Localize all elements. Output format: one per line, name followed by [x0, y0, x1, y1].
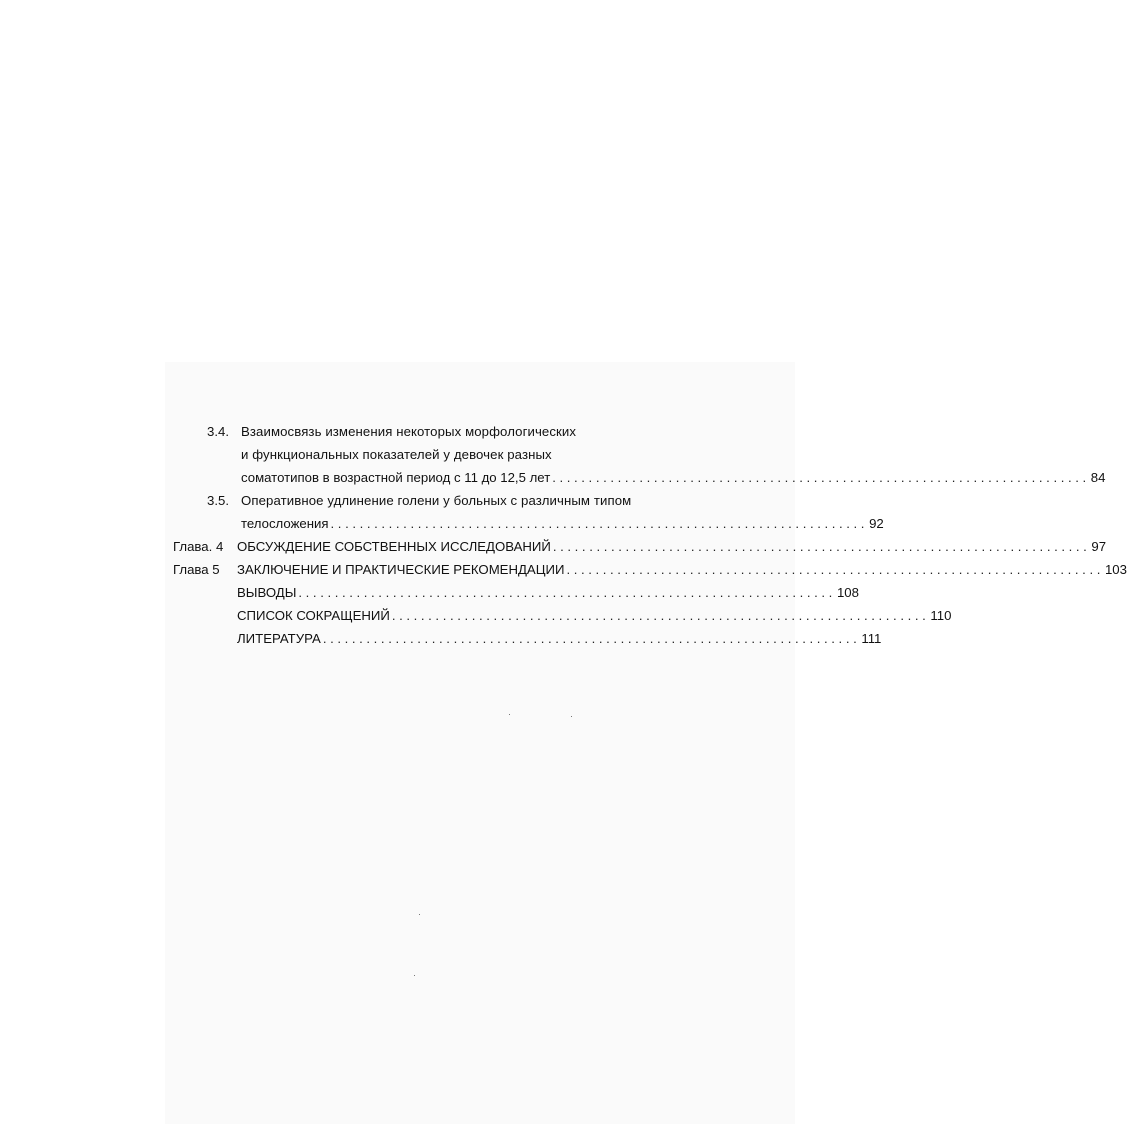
- toc-literature-title: ЛИТЕРАТУРА: [237, 631, 321, 646]
- toc-chapter-4-number: Глава. 4: [173, 539, 224, 554]
- toc-number-3-4: 3.4.: [207, 424, 229, 439]
- toc-entry-3-5-line-2: телосложения: [241, 516, 329, 531]
- toc-chapter-5-number: Глава 5: [173, 562, 220, 577]
- toc-leader-dots: ..........................................................................: [298, 585, 836, 600]
- toc-entry-3-4-line-3: соматотипов в возрастной период с 11 до 12,5 лет: [241, 470, 551, 485]
- toc-entry-conclusions: [237, 584, 859, 601]
- toc-page-3-5: 92: [869, 516, 884, 531]
- scan-speck: [414, 975, 415, 976]
- toc-entry-3-4-line-1: Взаимосвязь изменения некоторых морфологических: [241, 424, 577, 439]
- scan-speck: [419, 914, 420, 915]
- toc-page-abbreviations: 110: [930, 608, 952, 623]
- toc-leader-dots: ..........................................................................: [391, 608, 930, 623]
- toc-number-3-5: 3.5.: [207, 493, 229, 508]
- toc-page-chapter-4: 97: [1091, 539, 1107, 554]
- toc-conclusions-title: ВЫВОДЫ: [237, 585, 297, 600]
- toc-entry-3-4-last-line: [241, 469, 1106, 486]
- toc-chapter-4-title: ОБСУЖДЕНИЕ СОБСТВЕННЫХ ИССЛЕДОВАНИЙ: [237, 539, 551, 554]
- toc-entry-abbreviations: [237, 607, 952, 624]
- toc-leader-dots: ..........................................................................: [552, 539, 1091, 554]
- toc-entry-3-5-line-1: Оперативное удлинение голени у больных с различным типом: [241, 493, 632, 508]
- toc-leader-dots: ..........................................................................: [566, 562, 1104, 577]
- toc-leader-dots: ..........................................................................: [322, 631, 861, 646]
- toc-abbreviations-title: СПИСОК СОКРАЩЕНИЙ: [237, 608, 390, 623]
- toc-page-chapter-5: 103: [1104, 562, 1127, 577]
- toc-page-literature: 111: [861, 631, 882, 646]
- toc-leader-dots: ..........................................................................: [330, 516, 869, 531]
- toc-page-conclusions: 108: [836, 585, 859, 600]
- toc-entry-chapter-5: [237, 561, 1127, 578]
- toc-entry-3-5-last-line: [241, 515, 884, 532]
- scan-speck: [571, 716, 572, 717]
- toc-chapter-5-title: ЗАКЛЮЧЕНИЕ И ПРАКТИЧЕСКИЕ РЕКОМЕНДАЦИИ: [237, 562, 565, 577]
- toc-page-3-4: 84: [1090, 470, 1106, 485]
- scan-speck: [509, 714, 510, 715]
- toc-leader-dots: ..........................................................................: [552, 470, 1090, 485]
- toc-entry-literature: [237, 630, 882, 647]
- toc-entry-3-4-line-2: и функциональных показателей у девочек разных: [241, 447, 552, 462]
- toc-entry-chapter-4: [237, 538, 1107, 555]
